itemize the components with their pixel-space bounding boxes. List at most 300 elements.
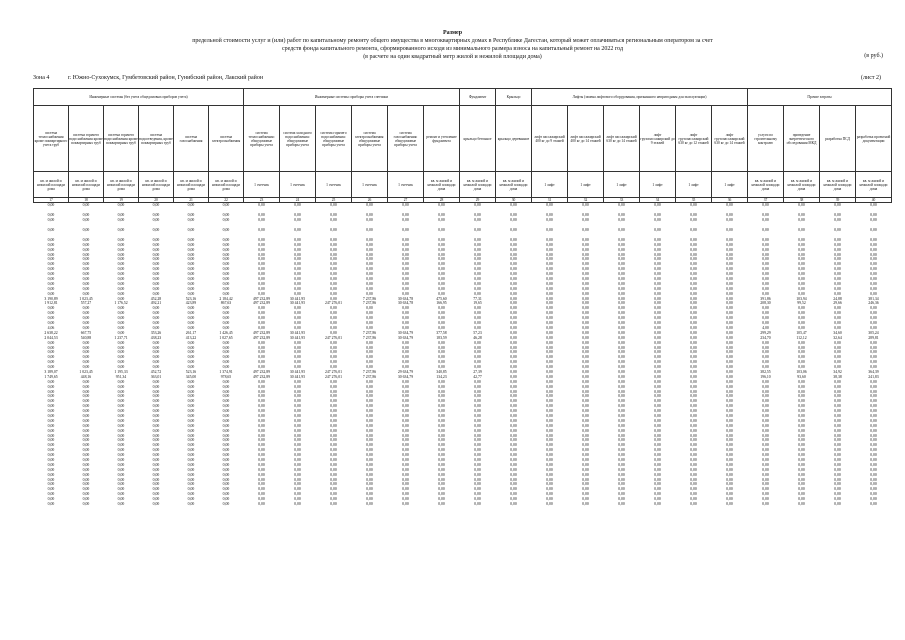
table-cell: 0,00 [366, 355, 373, 360]
table-cell: 0,00 [582, 394, 589, 399]
table-cell: 0,00 [438, 399, 445, 404]
table-cell: 0,00 [474, 418, 481, 423]
table-cell: 0,00 [726, 247, 733, 252]
table-cell: 0,00 [798, 360, 805, 365]
table-cell: 0,00 [258, 213, 265, 218]
table-cell: 0,00 [762, 497, 769, 502]
table-cell: 0,00 [330, 228, 337, 233]
table-cell: 0,00 [222, 409, 230, 414]
table-cell: 0,00 [510, 365, 517, 370]
table-cell: 0,00 [402, 203, 409, 208]
table-cell: 0,00 [618, 345, 625, 350]
table-cell: 0,00 [762, 281, 769, 286]
table-cell: 0,00 [187, 394, 195, 399]
table-cell: 0,00 [47, 360, 55, 365]
unit-header: 1 счетчик [316, 172, 352, 198]
table-cell: 0,00 [187, 218, 195, 223]
table-cell: 0,00 [834, 247, 841, 252]
table-cell: 0,00 [258, 272, 265, 277]
table-cell: 0,00 [618, 453, 625, 458]
table-cell: 0,00 [546, 477, 553, 482]
table-cell: 557,27 [80, 301, 92, 306]
table-cell: 1 195,33 [114, 369, 128, 374]
table-cell: 0,00 [798, 247, 805, 252]
table-cell: 0,00 [510, 262, 517, 267]
unit-header: 1 счетчик [352, 172, 388, 198]
table-cell: 0,00 [546, 379, 553, 384]
table-cell: 0,00 [762, 316, 769, 321]
table-cell: 0,00 [582, 321, 589, 326]
column-header: система теплоснабжения кроме поквартирного учета труб [34, 106, 69, 172]
table-cell: 0,00 [726, 379, 733, 384]
table-cell: 0,00 [618, 448, 625, 453]
table-cell: 0,00 [402, 237, 409, 242]
table-cell: 0,00 [510, 399, 517, 404]
table-cell: 0,00 [798, 379, 805, 384]
table-cell: 0,00 [258, 262, 265, 267]
table-cell: 0,00 [654, 277, 661, 282]
table-cell: 0,00 [726, 277, 733, 282]
table-cell: 0,00 [330, 237, 337, 242]
table-cell: 0,00 [366, 350, 373, 355]
table-cell: 0,00 [47, 492, 55, 497]
table-cell: 0,00 [582, 369, 589, 374]
table-cell: 0,00 [618, 360, 625, 365]
table-cell: 0,00 [834, 252, 841, 257]
table-cell: 0,00 [330, 296, 337, 301]
table-cell: 0,00 [690, 291, 697, 296]
table-cell: 0,00 [474, 457, 481, 462]
table-cell: 0,00 [726, 330, 733, 335]
table-cell: 0,00 [152, 345, 160, 350]
table-cell: 1 749,65 [44, 374, 58, 379]
table-cell: 0,00 [117, 262, 125, 267]
table-cell: 0,00 [762, 472, 769, 477]
table-cell: 0,00 [726, 345, 733, 350]
table-cell: 0,00 [798, 267, 805, 272]
table-cell: 0,00 [690, 394, 697, 399]
table-cell: 452,28 [150, 296, 162, 301]
table-cell: 0,00 [402, 423, 409, 428]
table-cell: 0,00 [294, 291, 301, 296]
table-cell: 0,00 [654, 203, 661, 208]
table-cell: 0,00 [834, 316, 841, 321]
table-cell: 0,00 [258, 487, 265, 492]
table-cell: 0,00 [726, 355, 733, 360]
table-cell: 0,00 [654, 379, 661, 384]
column-group-header: Инженерные системы (без учета общедомовых приборов учета) [34, 89, 244, 106]
table-cell: 0,00 [258, 360, 265, 365]
unit-header: кв. м жилой и нежилой площади дома [424, 172, 460, 198]
table-cell: 0,00 [654, 457, 661, 462]
table-cell: 0,00 [690, 350, 697, 355]
table-cell: 0,00 [258, 203, 265, 208]
table-cell: 0,00 [366, 365, 373, 370]
table-cell: 0,00 [222, 492, 230, 497]
table-cell: 0,00 [762, 443, 769, 448]
table-cell: 0,00 [294, 350, 301, 355]
table-cell: 0,00 [618, 413, 625, 418]
table-cell: 0,00 [474, 218, 481, 223]
table-cell: 0,00 [402, 467, 409, 472]
table-cell: 0,00 [618, 213, 625, 218]
table-cell: 0,00 [726, 404, 733, 409]
table-cell: 0,00 [366, 399, 373, 404]
table-cell: 0,00 [294, 482, 301, 487]
table-cell: 0,00 [690, 286, 697, 291]
table-cell: 0,00 [654, 296, 661, 301]
table-cell: 0,00 [222, 443, 230, 448]
table-cell: 0,00 [762, 262, 769, 267]
table-cell: 7 237,86 [362, 296, 377, 301]
table-cell: 0,00 [510, 448, 517, 453]
table-cell: 0,00 [726, 237, 733, 242]
table-cell: 0,00 [798, 365, 805, 370]
table-cell: 0,00 [366, 340, 373, 345]
table-cell: 0,00 [618, 257, 625, 262]
table-cell: 0,00 [258, 228, 265, 233]
table-cell: 0,00 [582, 453, 589, 458]
table-cell: 0,00 [618, 286, 625, 291]
table-cell: 0,00 [47, 306, 55, 311]
currency-units: (в руб.) [864, 53, 883, 59]
table-cell: 0,00 [546, 384, 553, 389]
table-cell: 0,00 [366, 325, 373, 330]
table-cell: 0,00 [258, 409, 265, 414]
table-cell: 0,00 [294, 355, 301, 360]
table-cell: 0,00 [798, 286, 805, 291]
table-cell: 0,00 [654, 242, 661, 247]
table-cell: 0,00 [258, 345, 265, 350]
table-cell: 0,00 [222, 262, 230, 267]
table-cell: 0,00 [726, 316, 733, 321]
table-cell: 0,00 [258, 418, 265, 423]
table-cell: 0,00 [330, 203, 337, 208]
table-cell: 0,00 [187, 472, 195, 477]
table-cell: 978,65 [220, 374, 232, 379]
table-cell: 0,00 [117, 325, 125, 330]
table-cell: 0,00 [187, 443, 195, 448]
table-cell: 34,60 [833, 330, 842, 335]
table-cell: 0,00 [366, 457, 373, 462]
table-cell: 0,00 [762, 448, 769, 453]
table-cell: 0,00 [582, 281, 589, 286]
table-cell: 0,00 [870, 457, 877, 462]
table-cell: 30 634,79 [397, 374, 414, 379]
table-cell: 0,00 [834, 218, 841, 223]
table-cell: 7 237,86 [362, 330, 377, 335]
column-header: лифт пассажирский 400 кг до 14 этажей [568, 106, 604, 172]
table-cell: 0,00 [222, 457, 230, 462]
zone-label: Зона 4 [33, 75, 50, 81]
table-cell: 0,00 [117, 340, 125, 345]
table-cell: 0,00 [152, 443, 160, 448]
table-cell: 0,00 [47, 252, 55, 257]
table-cell: 0,00 [654, 365, 661, 370]
table-cell: 0,00 [510, 389, 517, 394]
table-cell: 0,00 [82, 428, 90, 433]
table-cell: 0,00 [330, 428, 337, 433]
table-cell: 0,00 [294, 360, 301, 365]
table-cell: 0,00 [834, 321, 841, 326]
table-cell: 0,00 [258, 384, 265, 389]
table-cell: 0,00 [762, 291, 769, 296]
table-cell: 0,00 [438, 443, 445, 448]
table-cell: 0,00 [258, 502, 265, 506]
table-cell: 0,00 [187, 477, 195, 482]
table-cell: 0,00 [258, 448, 265, 453]
table-cell: 0,00 [294, 428, 301, 433]
table-cell: 0,00 [582, 448, 589, 453]
table-cell: 523,16 [185, 296, 197, 301]
table-cell: 3 190,89 [44, 296, 58, 301]
table-cell: 0,00 [690, 301, 697, 306]
table-cell: 0,00 [82, 389, 90, 394]
table-cell: 0,00 [510, 325, 517, 330]
table-cell: 0,00 [82, 394, 90, 399]
column-number: 30 [496, 198, 532, 203]
table-cell: 0,00 [152, 502, 160, 506]
table-cell: 0,00 [582, 262, 589, 267]
table-cell: 0,00 [294, 247, 301, 252]
table-cell: 0,00 [870, 218, 877, 223]
table-cell: 0,00 [222, 218, 230, 223]
table-cell: 0,00 [366, 321, 373, 326]
table-cell: 0,00 [834, 267, 841, 272]
table-cell: 0,00 [294, 487, 301, 492]
table-cell: 0,00 [618, 443, 625, 448]
table-cell: 0,00 [82, 438, 90, 443]
table-cell: 0,00 [654, 257, 661, 262]
table-cell: 0,00 [870, 379, 877, 384]
table-cell: 0,00 [330, 355, 337, 360]
table-cell: 0,00 [152, 355, 160, 360]
table-cell: 0,00 [726, 399, 733, 404]
column-group-header: Крыльцо [496, 89, 532, 106]
table-cell: 0,00 [258, 379, 265, 384]
table-cell: 0,00 [402, 291, 409, 296]
table-cell: 0,00 [222, 291, 230, 296]
table-cell: 0,00 [690, 272, 697, 277]
column-number: 26 [352, 198, 388, 203]
table-cell: 0,00 [726, 213, 733, 218]
table-cell: 0,00 [152, 306, 160, 311]
table-cell: 0,00 [582, 237, 589, 242]
table-cell: 0,00 [474, 262, 481, 267]
table-cell: 0,00 [187, 482, 195, 487]
table-cell: 0,00 [330, 311, 337, 316]
table-cell: 0,00 [438, 360, 445, 365]
table-cell: 0,00 [510, 409, 517, 414]
table-cell: 0,00 [402, 457, 409, 462]
table-cell: 0,00 [762, 218, 769, 223]
table-cell: 0,00 [82, 218, 90, 223]
table-cell: 0,00 [474, 203, 481, 208]
table-cell: 0,00 [222, 213, 230, 218]
table-cell: 0,00 [47, 423, 55, 428]
table-cell: 0,00 [222, 360, 230, 365]
table-cell: 0,00 [474, 384, 481, 389]
table-cell: 0,00 [654, 413, 661, 418]
table-cell: 0,00 [474, 272, 481, 277]
table-cell: 0,00 [438, 321, 445, 326]
document-title: Размер [442, 30, 463, 36]
table-cell: 0,00 [654, 340, 661, 345]
table-cell: 0,00 [798, 487, 805, 492]
table-cell: 0,00 [82, 457, 90, 462]
table-cell: 0,00 [762, 345, 769, 350]
table-cell: 0,00 [82, 487, 90, 492]
table-cell: 0,00 [152, 203, 160, 208]
table-cell: 0,00 [582, 472, 589, 477]
table-cell: 867,63 [220, 301, 232, 306]
table-cell: 0,00 [366, 477, 373, 482]
table-cell: 0,00 [47, 257, 55, 262]
table-cell: 0,00 [798, 281, 805, 286]
table-cell: 0,00 [546, 457, 553, 462]
table-cell: 0,00 [82, 281, 90, 286]
table-cell: 0,00 [474, 252, 481, 257]
table-cell: 0,00 [618, 335, 625, 340]
table-cell: 0,00 [474, 462, 481, 467]
table-cell: 0,00 [187, 355, 195, 360]
table-cell: 0,00 [187, 213, 195, 218]
table-cell: 0,00 [510, 433, 517, 438]
table-cell: 0,00 [582, 301, 589, 306]
table-cell: 0,00 [654, 448, 661, 453]
table-cell: 0,00 [366, 257, 373, 262]
table-cell: 0,00 [366, 462, 373, 467]
table-cell: 0,00 [117, 453, 125, 458]
table-cell: 377,58 [436, 330, 447, 335]
table-cell: 0,00 [690, 384, 697, 389]
table-cell: 0,00 [474, 242, 481, 247]
table-cell: 0,00 [366, 384, 373, 389]
table-cell: 0,00 [438, 394, 445, 399]
table-cell: 0,00 [870, 394, 877, 399]
table-cell: 0,00 [654, 316, 661, 321]
table-cell: 0,00 [258, 365, 265, 370]
table-cell: 0,00 [582, 277, 589, 282]
table-cell: 0,00 [834, 462, 841, 467]
table-cell: 0,00 [187, 418, 195, 423]
table-cell: 0,00 [690, 389, 697, 394]
column-header: система горячего водоснабжения: общедомовые приборы учета [316, 106, 352, 172]
table-cell: 0,00 [330, 350, 337, 355]
table-cell: 0,00 [870, 433, 877, 438]
table-cell: 0,00 [474, 291, 481, 296]
table-cell: 0,00 [258, 443, 265, 448]
table-cell: 0,00 [187, 237, 195, 242]
column-header: лифт пассажирский 630 кг до 14 этажей [604, 106, 640, 172]
table-cell: 0,00 [726, 438, 733, 443]
table-cell: 0,00 [294, 277, 301, 282]
table-cell: 0,00 [438, 438, 445, 443]
table-cell: 0,00 [330, 267, 337, 272]
table-cell: 0,00 [510, 321, 517, 326]
table-cell: 0,00 [438, 262, 445, 267]
table-cell: 0,00 [366, 467, 373, 472]
table-cell: 0,00 [187, 389, 195, 394]
table-cell: 30 441,95 [289, 369, 306, 374]
table-cell: 0,00 [762, 272, 769, 277]
table-cell: 0,00 [510, 296, 517, 301]
table-cell: 0,00 [366, 237, 373, 242]
table-cell: 0,00 [366, 345, 373, 350]
table-cell: 0,00 [47, 448, 55, 453]
table-cell: 0,00 [152, 247, 160, 252]
table-cell: 0,00 [690, 335, 697, 340]
table-cell: 0,00 [330, 423, 337, 428]
table-cell: 0,00 [654, 423, 661, 428]
unit-header: 1 лифт [568, 172, 604, 198]
table-cell: 0,00 [546, 281, 553, 286]
table-cell: 0,00 [294, 418, 301, 423]
unit-header: 1 лифт [640, 172, 676, 198]
table-cell: 0,00 [834, 394, 841, 399]
table-cell: 0,00 [82, 228, 90, 233]
table-cell: 0,00 [870, 467, 877, 472]
table-cell: 0,00 [474, 389, 481, 394]
table-cell: 0,00 [690, 311, 697, 316]
table-cell: 0,00 [402, 213, 409, 218]
table-cell: 0,00 [618, 252, 625, 257]
table-cell: 0,00 [474, 360, 481, 365]
table-cell: 0,00 [654, 492, 661, 497]
table-cell: 1 027,65 [219, 335, 233, 340]
table-cell: 4,06 [47, 325, 55, 330]
table-cell: 0,00 [618, 277, 625, 282]
table-cell: 0,00 [510, 281, 517, 286]
table-cell: 0,00 [82, 448, 90, 453]
table-cell: 0,00 [294, 472, 301, 477]
table-cell: 0,00 [798, 272, 805, 277]
table-cell: 0,00 [82, 365, 90, 370]
table-cell: 0,00 [117, 428, 125, 433]
table-cell: 0,00 [762, 360, 769, 365]
unit-header: 1 лифт [676, 172, 712, 198]
table-cell: 0,00 [582, 252, 589, 257]
table-cell: 0,00 [187, 311, 195, 316]
table-cell: 0,00 [546, 389, 553, 394]
table-cell: 0,00 [117, 448, 125, 453]
table-cell: 0,00 [654, 443, 661, 448]
table-cell: 0,00 [474, 409, 481, 414]
table-cell: 0,00 [474, 257, 481, 262]
table-cell: 0,00 [330, 286, 337, 291]
column-header: система газоснабжения: общедомовые приборы учета [388, 106, 424, 172]
table-cell: 0,00 [187, 487, 195, 492]
table-cell: 0,00 [438, 311, 445, 316]
table-cell: 0,00 [438, 409, 445, 414]
table-cell: 0,00 [546, 267, 553, 272]
table-cell: 0,00 [438, 237, 445, 242]
table-cell: 0,00 [187, 404, 195, 409]
table-cell: 0,00 [762, 228, 769, 233]
column-header: услуги по строительному контролю [748, 106, 784, 172]
table-cell: 0,00 [546, 467, 553, 472]
table-cell: 0,00 [366, 316, 373, 321]
table-cell: 0,00 [366, 409, 373, 414]
table-cell: 0,00 [47, 438, 55, 443]
table-cell: 0,00 [187, 281, 195, 286]
table-cell: 0,00 [870, 360, 877, 365]
table-cell: 0,00 [834, 423, 841, 428]
table-cell: 0,00 [834, 453, 841, 458]
table-cell: 0,00 [870, 228, 877, 233]
table-cell: 0,00 [690, 267, 697, 272]
table-cell: 0,00 [726, 242, 733, 247]
